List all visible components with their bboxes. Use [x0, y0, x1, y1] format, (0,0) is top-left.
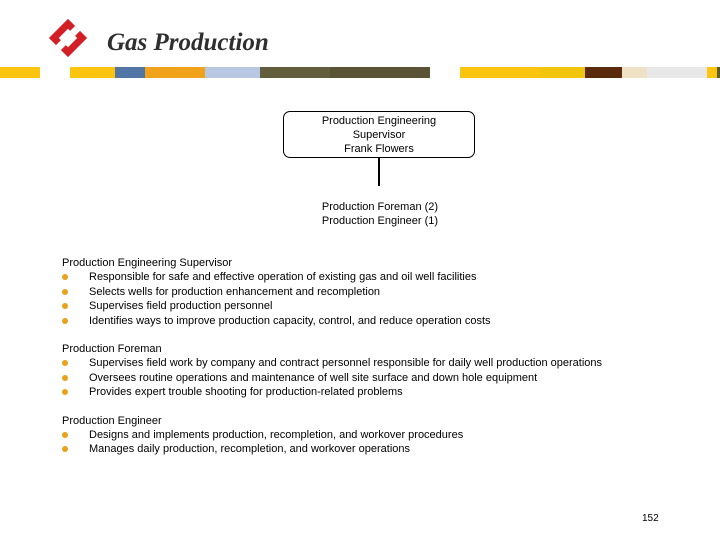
list-item-text: Identifies ways to improve production capacity, control, and reduce operation costs [89, 314, 491, 327]
color-bar-segment [330, 67, 430, 78]
color-bar-segment [647, 67, 707, 78]
color-bar-segment [145, 67, 205, 78]
supervisor-box-line: Production Engineering [321, 115, 437, 127]
color-bar-segment [430, 67, 460, 78]
color-bar-segment [0, 67, 40, 78]
color-bar-segment [622, 67, 647, 78]
list-item-text: Provides expert trouble shooting for production-related problems [89, 386, 403, 398]
color-bar-segment [585, 67, 622, 78]
bullet-list [62, 270, 702, 328]
supervisor-box [283, 111, 475, 158]
color-bar-segment [115, 67, 145, 78]
color-bar-segment [540, 67, 585, 78]
section-supervisor [62, 256, 702, 328]
color-bar-segment [40, 67, 70, 78]
list-item [62, 270, 702, 285]
bullet-icon [62, 289, 68, 295]
supervisor-box-line: Frank Flowers [344, 143, 414, 155]
list-item-text: Manages daily production, recompletion, and workover operations [89, 443, 411, 455]
list-item-text: Oversees routine operations and maintenance of well site surface and down hole equipment [89, 371, 538, 384]
bullet-icon [62, 446, 68, 452]
bullet-icon [62, 375, 68, 381]
list-item-text: Designs and implements production, recompletion, and workover procedures [89, 428, 464, 441]
list-item-text: Selects wells for production enhancement and recompletion [89, 285, 381, 298]
subordinate-item: Production Foreman (2) [321, 201, 439, 213]
color-bar-segment [707, 67, 717, 78]
section-title: Production Engineering Supervisor [62, 257, 232, 269]
bullet-icon [62, 274, 68, 280]
list-item [62, 356, 702, 371]
list-item [62, 385, 702, 400]
subordinates-list [280, 200, 480, 228]
list-item [62, 442, 702, 457]
bullet-icon [62, 360, 68, 366]
list-item-text: Supervises field work by company and contract personnel responsible for daily well production operations [89, 357, 602, 369]
header-color-bar [0, 67, 720, 78]
list-item-text: Supervises field production personnel [89, 300, 273, 312]
list-item-text: Responsible for safe and effective operation of existing gas and oil well facilities [89, 271, 477, 283]
color-bar-segment [260, 67, 330, 78]
role-descriptions [62, 256, 702, 471]
page-number: 152 [642, 513, 659, 524]
bullet-icon [62, 389, 68, 395]
list-item [62, 299, 702, 314]
section-title: Production Foreman [62, 343, 162, 355]
color-bar-segment [460, 67, 540, 78]
list-item [62, 428, 702, 443]
color-bar-segment [205, 67, 260, 78]
org-connector-line [378, 158, 380, 186]
bullet-list [62, 428, 702, 457]
color-bar-segment [70, 67, 115, 78]
page-title: Gas Production [107, 29, 269, 56]
list-item [62, 285, 702, 300]
section-foreman [62, 342, 702, 400]
bullet-icon [62, 318, 68, 324]
bullet-list [62, 356, 702, 400]
subordinate-item: Production Engineer (1) [321, 215, 439, 227]
company-logo-icon [48, 18, 88, 58]
supervisor-box-line: Supervisor [352, 129, 406, 141]
bullet-icon [62, 303, 68, 309]
section-engineer [62, 414, 702, 457]
list-item [62, 314, 702, 329]
bullet-icon [62, 432, 68, 438]
section-title: Production Engineer [62, 414, 162, 427]
list-item [62, 371, 702, 386]
